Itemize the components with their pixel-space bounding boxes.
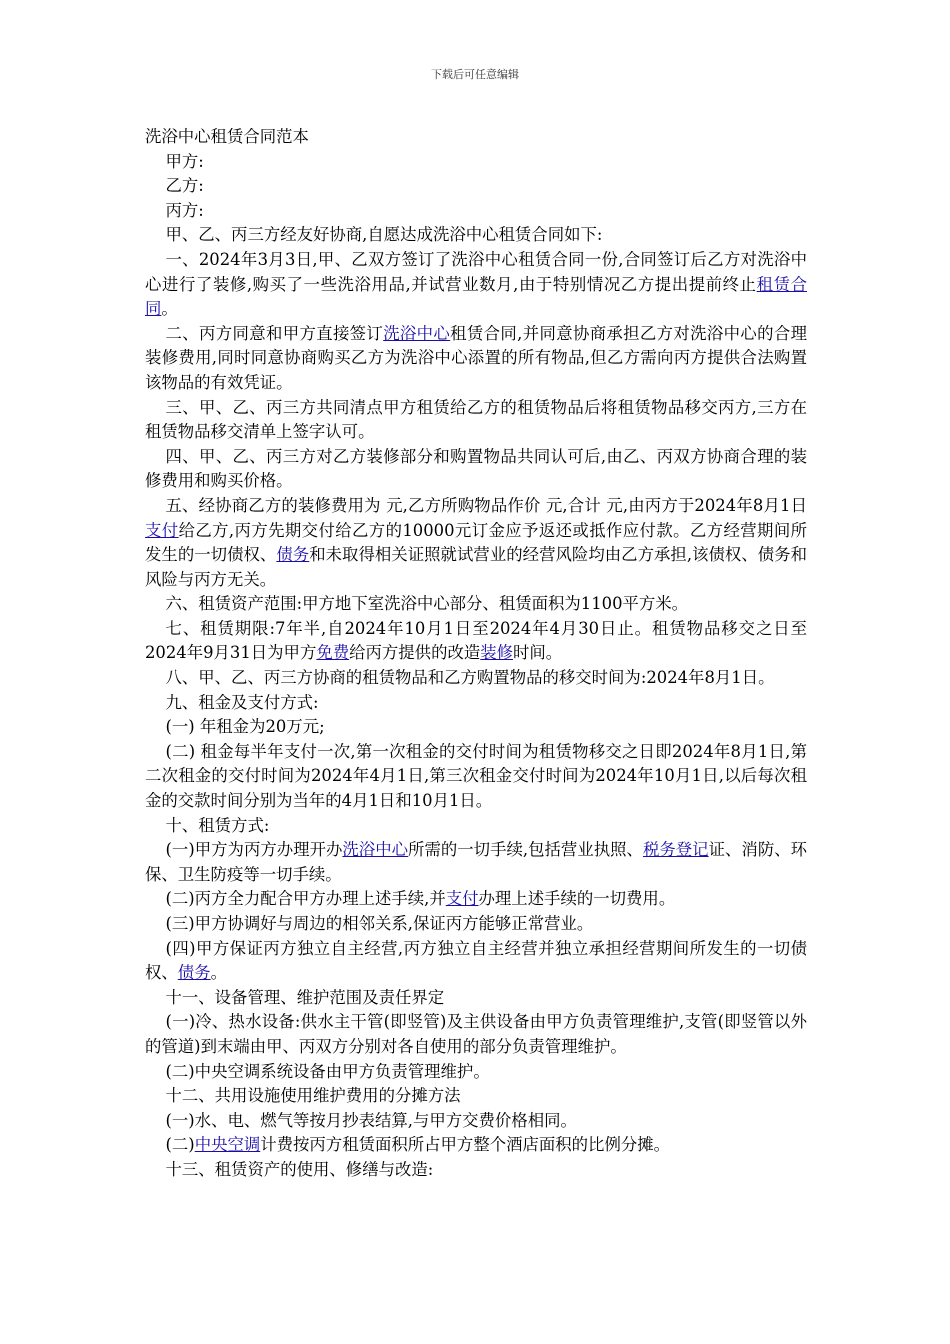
clause-9-1: (一) 年租金为20万元; xyxy=(165,717,325,737)
clause-11-2: (二)中央空调系统设备由甲方负责管理维护。 xyxy=(165,1061,490,1081)
document-title: 洗浴中心租赁合同范本 xyxy=(145,127,309,146)
clause-10-4-text: (四)甲方保证丙方独立自主经营,丙方独立自主经营并独立承担经营期间所发生的一切债权、 xyxy=(145,938,807,983)
link-bath-center-2[interactable]: 洗浴中心 xyxy=(342,840,409,860)
link-payment[interactable]: 支付 xyxy=(145,520,179,540)
party-a-line: 甲方: xyxy=(165,151,204,171)
clause-1 xyxy=(145,248,807,322)
clause-10: 十、租赁方式: xyxy=(165,815,270,835)
link-payment-2[interactable]: 支付 xyxy=(445,889,479,909)
clause-7-mid: 给丙方提供的改造 xyxy=(349,643,481,663)
clause-1-text: 一、2024年3月3日,甲、乙双方签订了洗浴中心租赁合同一份,合同签订后乙方对洗浴中心进行了装修,购买了一些洗浴用品,并试营业数月,由于特别情况乙方提出提前终止 xyxy=(145,249,807,294)
clause-2-text: 二、丙方同意和甲方直接签订 xyxy=(165,323,384,343)
clause-10-1-mid: 所需的一切手续,包括营业执照、 xyxy=(408,840,643,860)
clause-1-end: 。 xyxy=(161,299,178,319)
link-central-ac[interactable]: 中央空调 xyxy=(194,1135,261,1155)
link-lease-contract[interactable]: 租赁合同 xyxy=(145,274,807,319)
clause-12-2 xyxy=(145,1133,807,1158)
clause-2-rest: 租赁合同,并同意协商承担乙方对洗浴中心的合理装修费用,同时同意协商购买乙方为洗浴中心添置的所有物品,但乙方需向丙方提供合法购置该物品的有效凭证。 xyxy=(145,323,808,392)
clause-13: 十三、租赁资产的使用、修缮与改造: xyxy=(165,1159,434,1179)
clause-10-1-end: 证、消防、环保、卫生防疫等一切手续。 xyxy=(145,840,808,884)
clause-7-end: 时间。 xyxy=(513,643,563,663)
clause-3: 三、甲、乙、丙三方共同清点甲方租赁给乙方的租赁物品后将租赁物品移交丙方,三方在租赁物品移交清单上签字认可。 xyxy=(145,397,807,442)
clause-5-mid: 给乙方,丙方先期交付给乙方的10000元订金应予返还或抵作应付款。乙方经营期间所发生的一切债权、 xyxy=(145,520,807,565)
clause-12-2-text: (二) xyxy=(165,1135,195,1155)
clause-11-1: (一)冷、热水设备:供水主干管(即竖管)及主供设备由甲方负责管理维护,支管(即竖管以外的管道)到末端由甲、丙双方分别对各自使用的部分负责管理维护。 xyxy=(145,1012,807,1056)
link-free[interactable]: 免费 xyxy=(316,643,350,663)
clause-9: 九、租金及支付方式: xyxy=(165,692,319,712)
clause-6: 六、租赁资产范围:甲方地下室洗浴中心部分、租赁面积为1100平方米。 xyxy=(165,594,689,614)
clause-10-1 xyxy=(145,838,807,887)
clause-10-1-text: (一)甲方为丙方办理开办 xyxy=(165,840,343,860)
clause-7 xyxy=(145,617,807,666)
clause-10-2-text: (二)丙方全力配合甲方办理上述手续,并 xyxy=(165,889,446,909)
link-bath-center[interactable]: 洗浴中心 xyxy=(383,323,451,343)
clause-12-1: (一)水、电、燃气等按月抄表结算,与甲方交费价格相同。 xyxy=(165,1110,577,1130)
contract-document xyxy=(145,125,807,1183)
party-b-line: 乙方: xyxy=(165,176,204,196)
link-tax-registration[interactable]: 税务登记 xyxy=(642,840,709,860)
clause-5-text: 五、经协商乙方的装修费用为 元,乙方所购物品作价 元,合计 元,由丙方于2024年8月1日 xyxy=(165,495,807,515)
link-renovation[interactable]: 装修 xyxy=(480,643,514,663)
clause-2 xyxy=(145,322,807,396)
clause-12-2-end: 计费按丙方租赁面积所占甲方整个酒店面积的比例分摊。 xyxy=(260,1135,671,1155)
clause-5 xyxy=(145,494,807,592)
intro-paragraph: 甲、乙、丙三方经友好协商,自愿达成洗浴中心租赁合同如下: xyxy=(165,225,603,245)
clause-10-4-end: 。 xyxy=(210,963,227,983)
page-header-note: 下载后可任意编辑 xyxy=(431,68,519,81)
clause-9-2: (二) 租金每半年支付一次,第一次租金的交付时间为租赁物移交之日即2024年8月1日,第二次租金的交付时间为2024年4月1日,第三次租金交付时间为2024年10月1日,以后每次租金的交款时间分别为当年的4月1日和10月1日。 xyxy=(145,741,807,811)
clause-8: 八、甲、乙、丙三方协商的租赁物品和乙方购置物品的移交时间为:2024年8月1日。 xyxy=(165,668,775,688)
party-c-line: 丙方: xyxy=(165,200,204,220)
clause-10-3: (三)甲方协调好与周边的相邻关系,保证丙方能够正常营业。 xyxy=(165,914,594,933)
clause-10-2-end: 办理上述手续的一切费用。 xyxy=(478,889,676,909)
clause-11: 十一、设备管理、维护范围及责任界定 xyxy=(165,987,445,1007)
clause-10-4 xyxy=(145,937,807,986)
link-debt[interactable]: 债务 xyxy=(276,545,310,565)
link-debt-2[interactable]: 债务 xyxy=(177,963,211,983)
clause-5-end: 和未取得相关证照就试营业的经营风险均由乙方承担,该债权、债务和风险与丙方无关。 xyxy=(145,545,807,589)
clause-4: 四、甲、乙、丙三方对乙方装修部分和购置物品共同认可后,由乙、丙双方协商合理的装修费用和购买价格。 xyxy=(145,446,807,491)
clause-7-text: 七、租赁期限:7年半,自2024年10月1日至2024年4月30日止。租赁物品移交之日至2024年9月31日为甲方 xyxy=(145,618,807,663)
clause-12: 十二、共用设施使用维护费用的分摊方法 xyxy=(165,1086,461,1106)
clause-10-2 xyxy=(145,887,807,912)
